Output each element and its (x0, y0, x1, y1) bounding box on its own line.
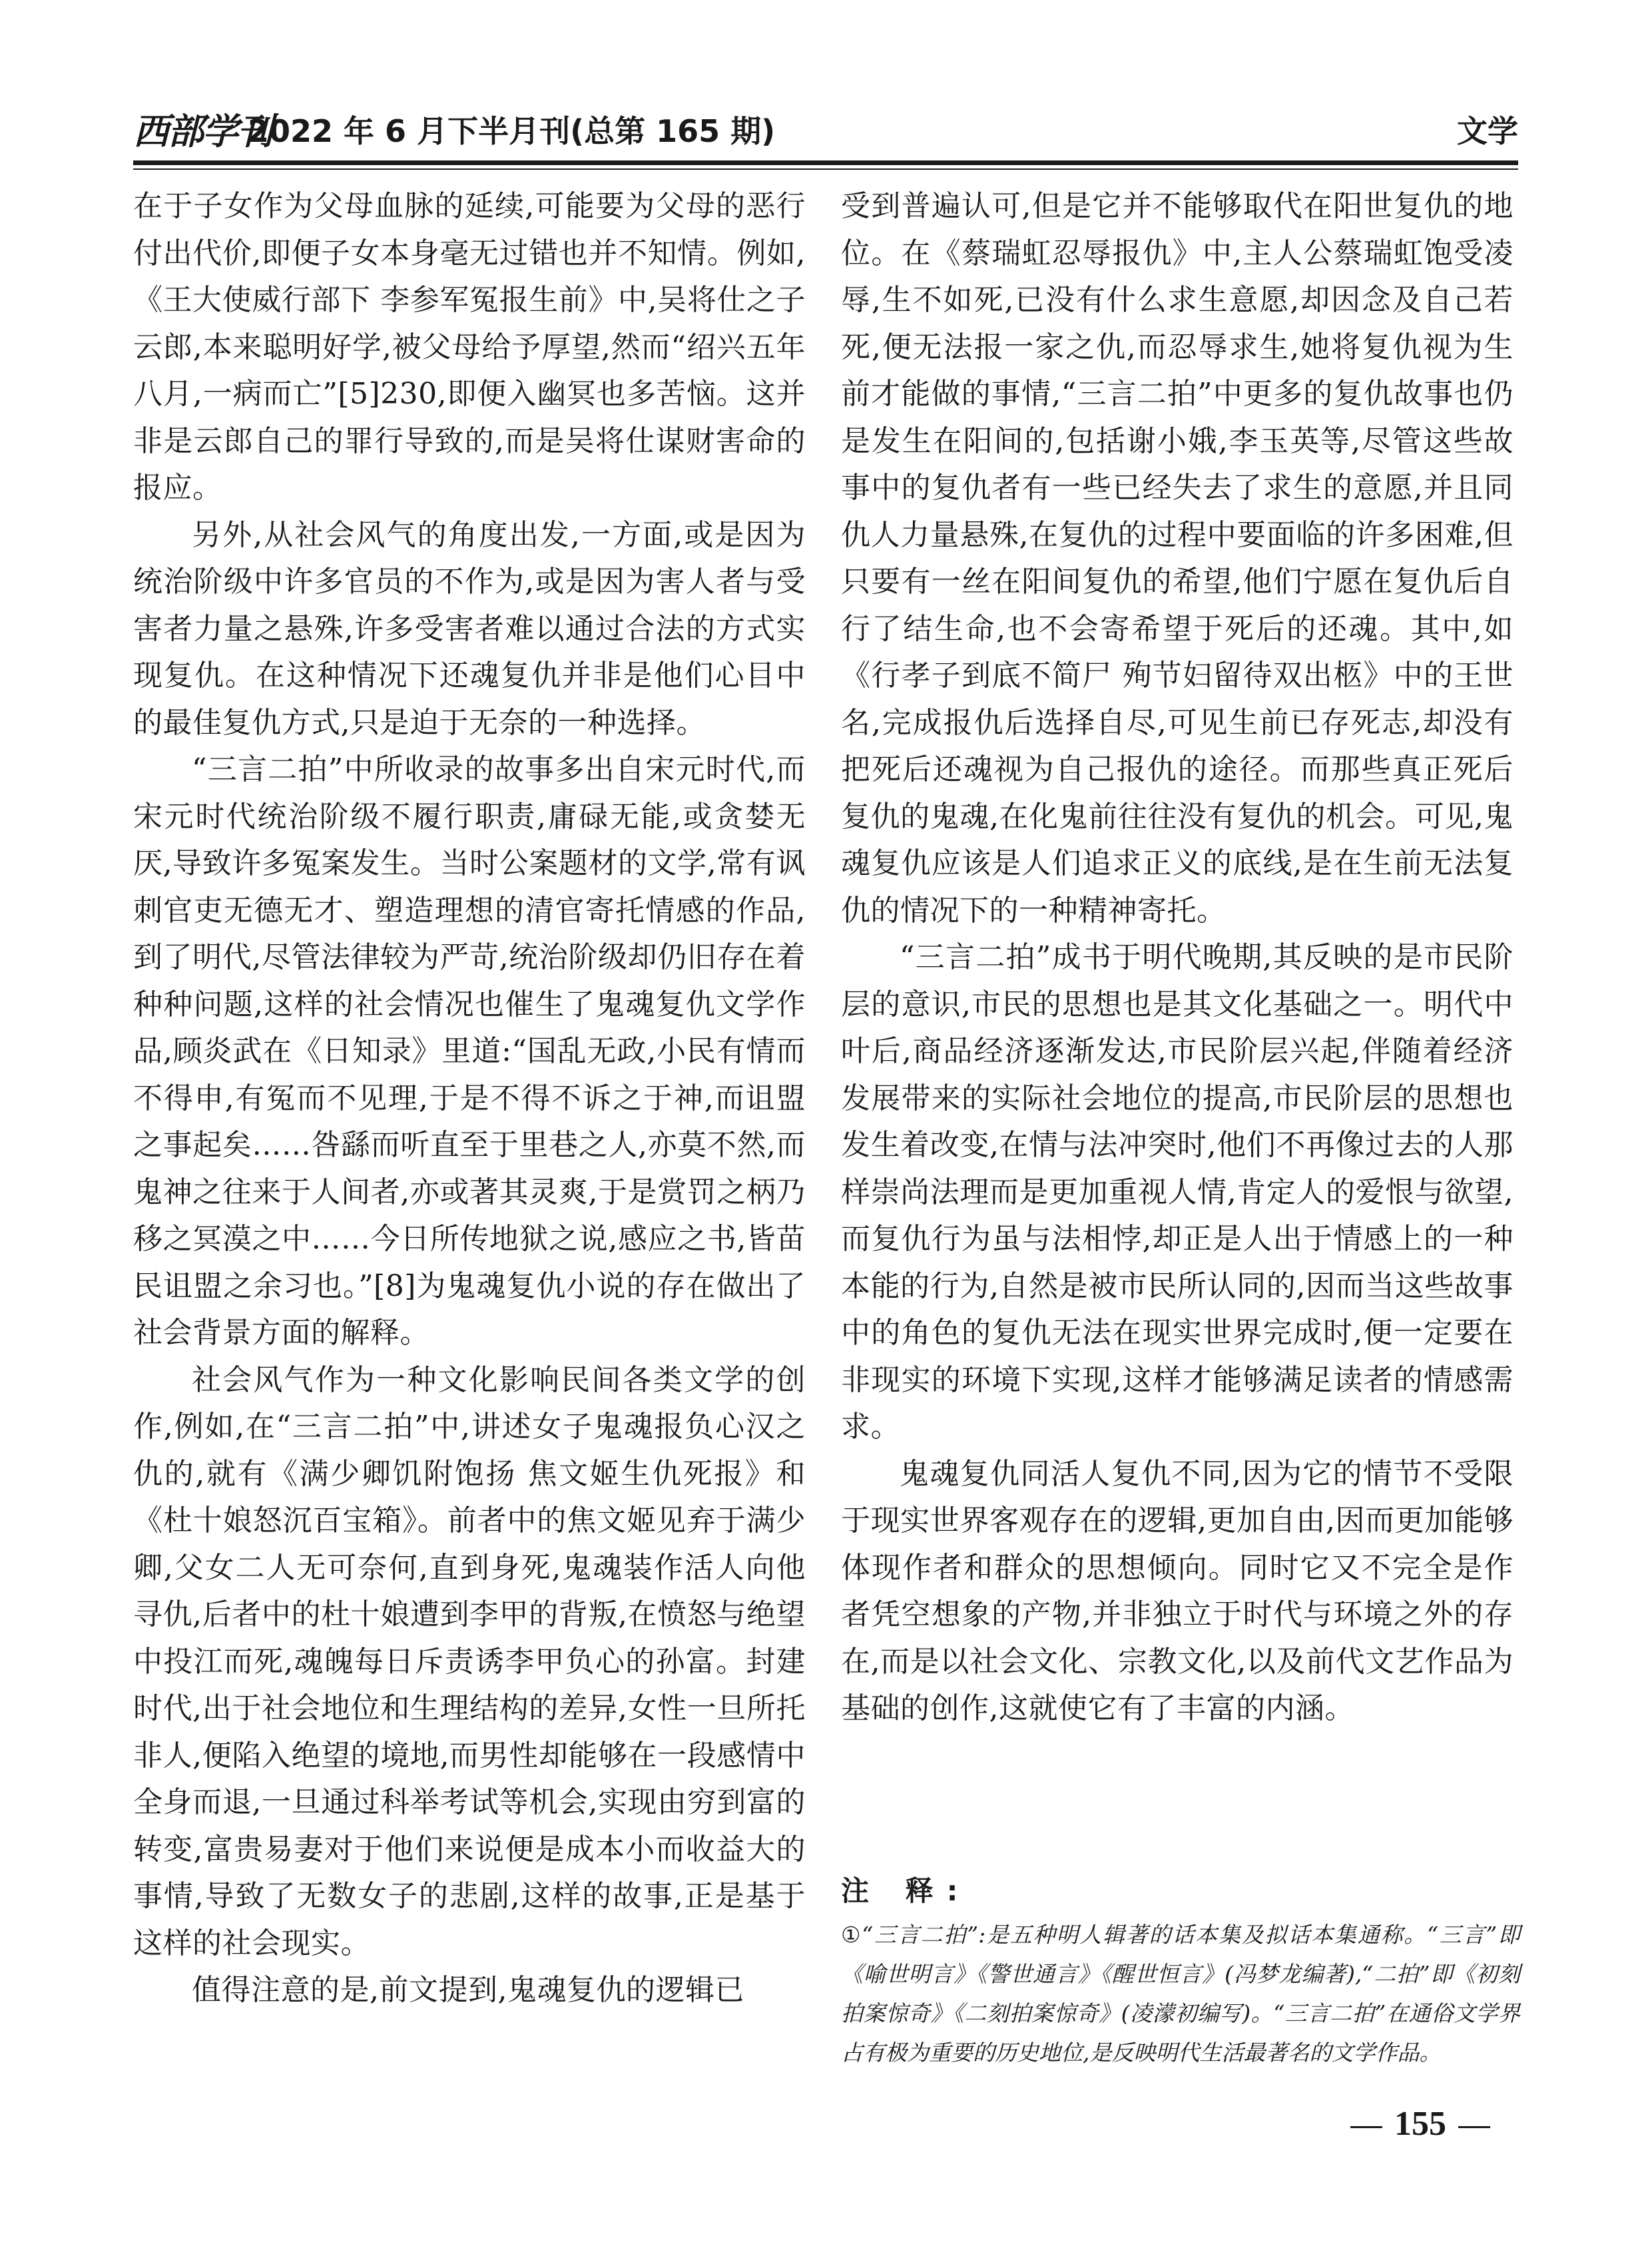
page-number: 155 (1394, 2105, 1446, 2143)
notes-section (841, 1871, 1520, 2072)
notes-title: 注 释: (841, 1874, 971, 1907)
body-paragraph: 鬼魂复仇同活人复仇不同,因为它的情节不受限于现实世界客观存在的逻辑,更加自由,因而更加能够体现作者和群众的思想倾向。同时它又不完全是作者凭空想象的产物,并非独立于时代与环境之外的存在,而是以社会文化、宗教文化,以及前代文艺作品为基础的创作,这就使它有了丰富的内涵。 (841, 1456, 1514, 1725)
body-paragraph: 值得注意的是,前文提到,鬼魂复仇的逻辑已 (192, 1973, 744, 2007)
section-label: 文学 (1457, 113, 1518, 149)
page-number-footer (1338, 2101, 1525, 2147)
header-rule-thin (133, 168, 1518, 170)
body-paragraph: “三言二拍”成书于明代晚期,其反映的是市民阶层的意识,市民的思想也是其文化基础之一。明代中叶后,商品经济逐渐发达,市民阶层兴起,伴随着经济发展带来的实际社会地位的提高,市民阶层的思想也发生着改变,在情与法冲突时,他们不再像过去的人那样崇尚法理而是更加重视人情,肯定人的爱恨与欲望,而复仇行为虽与法相悖,却正是人出于情感上的一种本能的行为,自然是被市民所认同的,因而当这些故事中的角色的复仇无法在现实世界完成时,便一定要在非现实的环境下实现,这样才能够满足读者的情感需求。 (841, 940, 1514, 1444)
journal-logo: 西部学刊 (133, 110, 272, 152)
left-text-column (133, 183, 806, 2014)
page-number-dash-right (1458, 2126, 1490, 2128)
body-paragraph: 社会风气作为一种文化影响民间各类文学的创作,例如,在“三言二拍”中,讲述女子鬼魂报负心汉之仇的,就有《满少卿饥附饱扬 焦文姬生仇死报》和《杜十娘怒沉百宝箱》。前者中的焦文姬见弃于满少卿,父女二人无可奈何,直到身死,鬼魂装作活人向他寻仇,后者中的杜十娘遭到李甲的背叛,在愤怒与绝望中投江而死,魂魄每日斥责诱李甲负心的孙富。封建时代,出于社会地位和生理结构的差异,女性一旦所托非人,便陷入绝望的境地,而男性却能够在一段感情中全身而退,一旦通过科举考试等机会,实现由穷到富的转变,富贵易妻对于他们来说便是成本小而收益大的事情,导致了无数女子的悲剧,这样的故事,正是基于这样的社会现实。 (133, 1362, 806, 1960)
body-paragraph: 另外,从社会风气的角度出发,一方面,或是因为统治阶级中许多官员的不作为,或是因为害人者与受害者力量之悬殊,许多受害者难以通过合法的方式实现复仇。在这种情况下还魂复仇并非是他们心目中的最佳复仇方式,只是迫于无奈的一种选择。 (133, 517, 806, 740)
body-paragraph: 受到普遍认可,但是它并不能够取代在阳世复仇的地位。在《蔡瑞虹忍辱报仇》中,主人公蔡瑞虹饱受凌辱,生不如死,已没有什么求生意愿,却因念及自己若死,便无法报一家之仇,而忍辱求生,她将复仇视为生前才能做的事情,“三言二拍”中更多的复仇故事也仍是发生在阳间的,包括谢小娥,李玉英等,尽管这些故事中的复仇者有一些已经失去了求生的意愿,并且同仇人力量悬殊,在复仇的过程中要面临的许多困难,但只要有一丝在阳间复仇的希望,他们宁愿在复仇后自行了结生命,也不会寄希望于死后的还魂。其中,如《行孝子到底不简尸 殉节妇留待双出柩》中的王世名,完成报仇后选择自尽,可见生前已存死志,却没有把死后还魂视为自己报仇的途径。而那些真正死后复仇的鬼魂,在化鬼前往往没有复仇的机会。可见,鬼魂复仇应该是人们追求正义的底线,是在生前无法复仇的情况下的一种精神寄托。 (841, 189, 1514, 928)
running-header (133, 107, 1518, 160)
header-rule-thick (133, 160, 1518, 165)
body-paragraph: 在于子女作为父母血脉的延续,可能要为父母的恶行付出代价,即便子女本身毫无过错也并不知情。例如,《王大使威行部下 李参军冤报生前》中,吴将仕之子云郎,本来聪明好学,被父母给予厚望,然而“绍兴五年八月,一病而亡”[5]230,即便入幽冥也多苦恼。这并非是云郎自己的罪行导致的,而是吴将仕谋财害命的报应。 (133, 189, 806, 505)
page-number-dash-left (1350, 2126, 1382, 2128)
note-text: “三言二拍”:是五种明人辑著的话本集及拟话本集通称。“三言”即《喻世明言》《警世通言》《醒世恒言》(冯梦龙编著),“二拍”即《初刻拍案惊奇》《二刻拍案惊奇》(凌濛初编写)。“三言二拍”在通俗文学界占有极为重要的历史地位,是反映明代生活最著名的文学作品。 (841, 1922, 1520, 2066)
note-item (841, 1915, 1520, 2072)
issue-info: 2022 年 6 月下半月刊(总第 165 期) (248, 113, 776, 149)
note-marker: ① (841, 1922, 862, 1948)
body-paragraph: “三言二拍”中所收录的故事多出自宋元时代,而宋元时代统治阶级不履行职责,庸碌无能,或贪婪无厌,导致许多冤案发生。当时公案题材的文学,常有讽刺官吏无德无才、塑造理想的清官寄托情感的作品,到了明代,尽管法律较为严苛,统治阶级却仍旧存在着种种问题,这样的社会情况也催生了鬼魂复仇文学作品,顾炎武在《日知录》里道:“国乱无政,小民有情而不得申,有冤而不见理,于是不得不诉之于神,而诅盟之事起矣……咎繇而听直至于里巷之人,亦莫不然,而鬼神之往来于人间者,亦或著其灵爽,于是赏罚之柄乃移之冥漠之中……今日所传地狱之说,感应之书,皆苗民诅盟之余习也。”[8]为鬼魂复仇小说的存在做出了社会背景方面的解释。 (133, 752, 806, 1350)
right-text-column (841, 183, 1514, 1733)
